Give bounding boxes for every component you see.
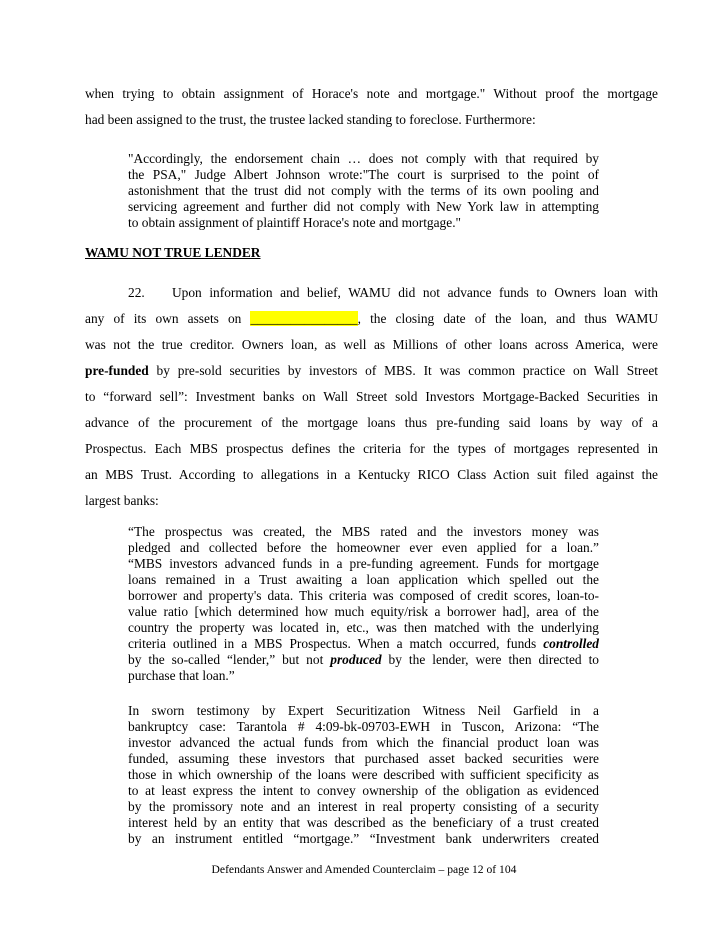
para22-line-6: advance of the procurement of the mortgage loans thus pre-funding said loans by way of a — [85, 415, 658, 430]
quote2-line-5: borrower and property's data. This criteria was composed of credit scores, loan-to- — [128, 588, 599, 603]
quote3-line-1: In sworn testimony by Expert Securitization Witness Neil Garfield in a — [128, 703, 599, 718]
para22-line-7: Prospectus. Each MBS prospectus defines the criteria for the types of mortgages represented in — [85, 441, 658, 456]
quote1-line-2: the PSA," Judge Albert Johnson wrote:"The court is surprised to the point of — [128, 167, 599, 182]
quote2-line-7: country the property was located in, etc., was then matched with the underlying — [128, 620, 599, 635]
quote2-line-6: value ratio [which determined how much equity/risk a borrower had], area of the — [128, 604, 599, 619]
pre-funded-term: pre-funded — [85, 363, 149, 378]
quote2-line-8-start: criteria outlined in a MBS Prospectus. When a match occurred, funds — [128, 636, 544, 651]
quote3-line-3: investor advanced the actual funds from which the financial product loan was — [128, 735, 599, 750]
para22-line-4 — [85, 363, 658, 379]
closing-date-blank: ________________ — [250, 311, 358, 326]
section-heading: WAMU NOT TRUE LENDER — [85, 245, 261, 260]
para-number: 22. — [128, 285, 145, 300]
quote1-line-4: servicing agreement and further did not comply with New York law in attempting — [128, 199, 599, 214]
intro-line-1: when trying to obtain assignment of Horace's note and mortgage." Without proof the mortgage — [85, 86, 658, 101]
quote2-line-2: pledged and collected before the homeowner ever even applied for a loan.” — [128, 540, 599, 555]
quote2-line-9-end: by the lender, were then directed to — [381, 652, 599, 667]
para22-line-2-end: , the closing date of the loan, and thus WAMU — [357, 311, 658, 326]
quote3-line-2: bankruptcy case: Tarantola # 4:09-bk-09703-EWH in Tuscon, Arizona: “The — [128, 719, 599, 734]
para22-line-9: largest banks: — [85, 493, 159, 508]
para22-line-5: to “forward sell”: Investment banks on Wall Street sold Investors Mortgage-Backed Securities in — [85, 389, 658, 404]
page-footer: Defendants Answer and Amended Counterclaim – page 12 of 104 — [211, 863, 517, 876]
quote3-line-4: funded, assuming these investors that purchased asset backed securities were — [128, 751, 599, 766]
para22-line-4-rest: by pre-sold securities by investors of MBS. It was common practice on Wall Street — [148, 363, 658, 378]
quote2-line-10: purchase that loan.” — [128, 668, 235, 683]
para22-line-2-start: any of its own assets on — [85, 311, 251, 326]
quote1-line-3: astonishment that the trust did not comply with the terms of its own pooling and — [128, 183, 599, 198]
quote1-line-5: to obtain assignment of plaintiff Horace's note and mortgage." — [128, 215, 462, 230]
quote3-line-7: by the promissory note and an interest in real property consisting of a security — [128, 799, 599, 814]
para22-line-8: an MBS Trust. According to allegations in a Kentucky RICO Class Action suit filed against the — [85, 467, 658, 482]
quote3-line-9: by an instrument entitled “mortgage.” “Investment bank underwriters created — [128, 831, 599, 846]
quote3-line-8: interest held by an entity that was described as the beneficiary of a trust created — [128, 815, 599, 830]
quote2-line-9 — [128, 652, 599, 668]
quote2-line-1: “The prospectus was created, the MBS rated and the investors money was — [128, 524, 599, 539]
quote2-line-8 — [128, 636, 599, 652]
produced-emphasis: produced — [330, 652, 382, 667]
quote3-line-5: those in which ownership of the loans were described with sufficient specificity as — [128, 767, 599, 782]
para22-line-2 — [85, 311, 658, 327]
intro-line-2: had been assigned to the trust, the trustee lacked standing to foreclose. Furthermore: — [85, 112, 536, 127]
quote2-line-9-start: by the so-called “lender,” but not — [128, 652, 331, 667]
controlled-emphasis: controlled — [543, 636, 599, 651]
quote2-line-3: “MBS investors advanced funds in a pre-funding agreement. Funds for mortgage — [128, 556, 599, 571]
quote3-line-6: to at least express the intent to convey ownership of the obligation as evidenced — [128, 783, 599, 798]
quote2-line-4: loans remained in a Trust awaiting a loan application which spelled out the — [128, 572, 599, 587]
para22-line-3: was not the true creditor. Owners loan, as well as Millions of other loans across America, were — [85, 337, 658, 352]
para22-line-1-text: Upon information and belief, WAMU did not advance funds to Owners loan with — [172, 285, 658, 300]
quote1-line-1: "Accordingly, the endorsement chain … does not comply with that required by — [128, 151, 599, 166]
